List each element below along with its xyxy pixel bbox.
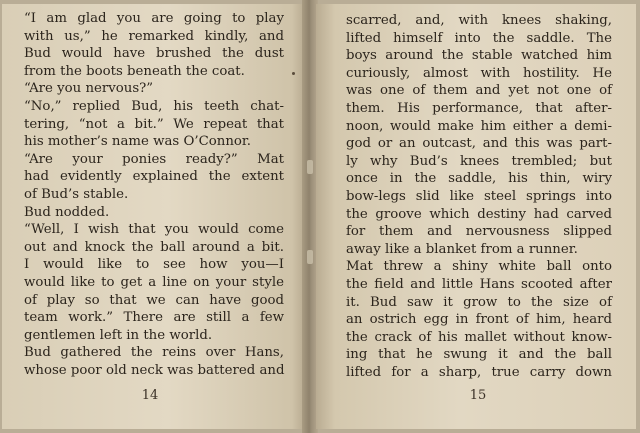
- page-number-right: 15: [469, 388, 487, 403]
- text-line: would like to get a line on your style: [24, 274, 284, 290]
- binding-staple: [307, 160, 313, 174]
- right-page-text: [346, 12, 612, 381]
- text-line: of play so that we can have good: [24, 292, 284, 308]
- text-line: them. His performance, that after-: [346, 100, 612, 116]
- text-line: of Bud’s stable.: [24, 186, 129, 202]
- text-line: boys around the stable watched him: [346, 48, 612, 64]
- text-line: “Are you nervous?”: [24, 81, 154, 97]
- text-line: ly why Bud’s knees trembled; but: [346, 153, 612, 169]
- text-line: out and knock the ball around a bit.: [24, 239, 284, 255]
- text-line: Mat threw a shiny white ball onto: [346, 259, 612, 275]
- text-line: Bud gathered the reins over Hans,: [24, 345, 284, 361]
- binding-staple: [307, 250, 313, 264]
- text-line: “Well, I wish that you would come: [24, 222, 284, 238]
- text-line: an ostrich egg in front of him, heard: [346, 312, 612, 328]
- text-line: lifted himself into the saddle. The: [346, 30, 612, 46]
- text-line: gentlemen left in the world.: [24, 327, 213, 343]
- text-line: god or an outcast, and this was part-: [346, 136, 612, 152]
- text-line: lifted for a sharp, true carry down: [346, 364, 612, 380]
- text-line: ing that he swung it and the ball: [346, 347, 612, 363]
- text-line: curiously, almost with hostility. He: [346, 65, 612, 81]
- left-page-text: [24, 10, 284, 379]
- text-line: “Are your ponies ready?” Mat: [24, 151, 284, 167]
- text-line: Bud would have brushed the dust: [24, 46, 284, 62]
- page-number-left: 14: [141, 388, 159, 403]
- text-line: had evidently explained the extent: [24, 169, 284, 185]
- text-line: away like a blanket from a runner.: [346, 241, 578, 257]
- text-line: with us,” he remarked kindly, and: [24, 28, 284, 44]
- text-line: once in the saddle, his thin, wiry: [346, 171, 612, 187]
- text-line: noon, would make him either a demi-: [346, 118, 612, 134]
- text-line: it. Bud saw it grow to the size of: [346, 294, 612, 310]
- text-line: from the boots beneath the coat.: [24, 63, 245, 79]
- text-line: tering, “not a bit.” We repeat that: [24, 116, 284, 132]
- text-line: the crack of his mallet without know-: [346, 329, 612, 345]
- text-line: I would like to see how you—I: [24, 257, 284, 273]
- right-page: [316, 4, 636, 429]
- text-line: his mother’s name was O’Connor.: [24, 134, 252, 150]
- text-line: the groove which destiny had carved: [346, 206, 612, 222]
- text-line: for them and nervousness slipped: [346, 224, 612, 240]
- text-line: the field and little Hans scooted after: [346, 276, 612, 292]
- text-line: bow-legs slid like steel springs into: [346, 188, 612, 204]
- text-line: team work.” There are still a few: [24, 310, 284, 326]
- text-line: scarred, and, with knees shaking,: [346, 13, 612, 28]
- text-line: “I am glad you are going to play: [24, 11, 284, 26]
- text-line: “No,” replied Bud, his teeth chat-: [24, 98, 284, 114]
- text-line: whose poor old neck was battered and: [24, 362, 285, 378]
- text-line: Bud nodded.: [24, 204, 110, 220]
- text-line: was one of them and yet not one of: [346, 83, 612, 99]
- paper-speck: [292, 72, 295, 75]
- left-page: [2, 4, 304, 429]
